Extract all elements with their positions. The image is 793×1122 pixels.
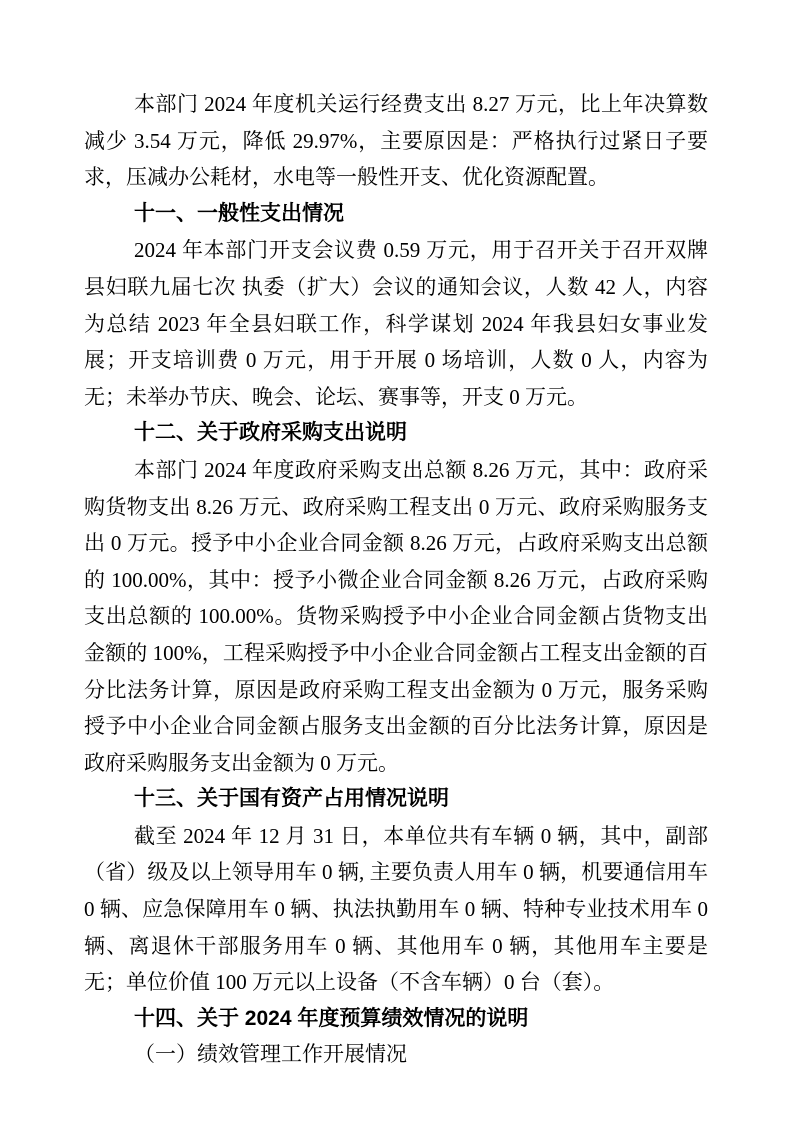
paragraph: 截至 2024 年 12 月 31 日，本单位共有车辆 0 辆，其中，副部（省）级及以上领导用车 0 辆, 主要负责人用车 0 辆，机要通信用车 0 辆、应急保障用车 0 辆、执法执勤用车 0 辆、特种专业技术用车 0 辆、离退休干部服务用车 0 辆、其他用车 0 辆，其他用车主要是无；单位价值 100 万元以上设备（不含车辆）0 台（套）。 — [84, 823, 708, 995]
section-heading: 十一、一般性支出情况 — [133, 201, 344, 225]
paragraph: 本部门 2024 年度机关运行经费支出 8.27 万元，比上年决算数减少 3.54 万元，降低 29.97%，主要原因是：严格执行过紧日子要求，压减办公耗材，水电等一般性开支、优化资源配置。 — [84, 92, 708, 190]
document-content — [84, 86, 708, 1074]
section-heading: 十二、关于政府采购支出说明 — [133, 421, 407, 445]
section-heading: 十三、关于国有资产占用情况说明 — [133, 787, 449, 811]
section-heading: 十四、关于 2024 年度预算绩效情况的说明 — [133, 1006, 529, 1030]
paragraph: 本部门 2024 年度政府采购支出总额 8.26 万元，其中：政府采购货物支出 8.26 万元、政府采购工程支出 0 万元、政府采购服务支出 0 万元。授予中小企业合同金额 8.26 万元，占政府采购支出总额的 100.00%，其中：授予小微企业合同金额 8.26 万元，占政府采购支出总额的 100.00%。货物采购授予中小企业合同金额占货物支出金额的 100%，工程采购授予中小企业合同金额占工程支出金额的百分比法务计算，原因是政府采购工程支出金额为 0 万元，服务采购授予中小企业合同金额占服务支出金额的百分比法务计算，原因是政府采购服务支出金额为 0 万元。 — [84, 457, 708, 775]
sub-heading: （一）绩效管理工作开展情况 — [133, 1043, 407, 1067]
paragraph: 2024 年本部门开支会议费 0.59 万元，用于召开关于召开双牌县妇联九届七次 执委（扩大）会议的通知会议，人数 42 人，内容为总结 2023 年全县妇联工作，科学谋划 2024 年我县妇女事业发展；开支培训费 0 万元，用于开展 0 场培训，人数 0 人，内容为无；未举办节庆、晚会、论坛、赛事等，开支 0 万元。 — [84, 238, 708, 409]
